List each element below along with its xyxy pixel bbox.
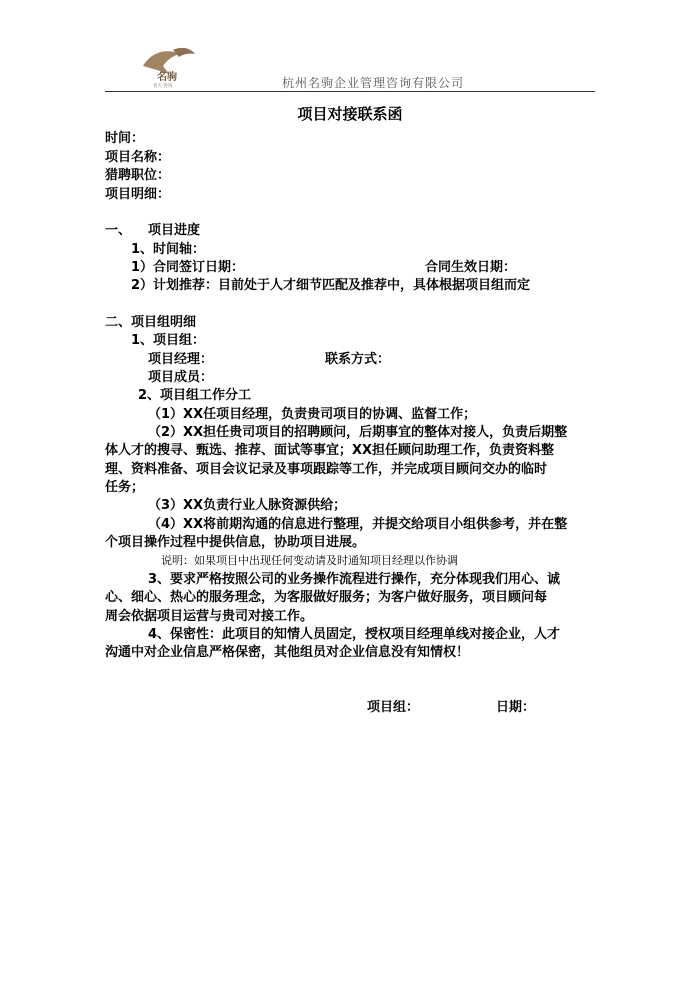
- horse-mark: [143, 51, 179, 74]
- duty-3: （3）XX负责行业人脉资源供给；: [148, 498, 347, 513]
- duty-1: （1）XX任项目经理，负责贵司项目的协调、监督工作；: [148, 407, 477, 422]
- item-3-line2: 心、细心、热心的服务理念，为客服做好服务；为客户做好服务，项目顾问每: [105, 590, 548, 605]
- section1-number: 一、: [105, 223, 132, 238]
- position-label: 猎聘职位：: [105, 168, 171, 183]
- timeline-label: 1、时间轴：: [131, 242, 206, 257]
- duty-4-line1: （4）XX将前期沟通的信息进行整理，并提交给项目小组供参考，并在整: [148, 517, 568, 532]
- note-text: 说明：如果项目中出现任何变动请及时通知项目经理以作协调: [161, 554, 458, 567]
- company-logo: [133, 44, 213, 88]
- footer-date-label: 日期：: [496, 700, 536, 715]
- section2-heading: 二、项目组明细: [105, 315, 197, 330]
- item-4-line2: 沟通中对企业信息严格保密，其他组员对企业信息没有知情权！: [105, 645, 470, 660]
- project-detail-label: 项目明细：: [105, 187, 171, 202]
- contact-label: 联系方式：: [325, 352, 391, 367]
- svg-text:名驹: 名驹: [157, 72, 177, 83]
- duty-2-line3: 理、资料准备、项目会议记录及事项跟踪等工作，并完成项目顾问交办的临时: [105, 462, 548, 477]
- plan-recommendation: 2）计划推荐：目前处于人才细节匹配及推荐中，具体根据项目组而定: [131, 278, 531, 293]
- section1-heading: 项目进度: [148, 223, 201, 238]
- duty-4-line2: 个项目操作过程中提供信息，协助项目进展。: [105, 535, 366, 550]
- time-label: 时间：: [105, 131, 145, 146]
- manager-label: 项目经理：: [148, 352, 214, 367]
- project-name-label: 项目名称：: [105, 150, 171, 165]
- duty-2-line4: 任务；: [105, 480, 145, 495]
- svg-text:育人·咨询: 育人·咨询: [153, 84, 173, 88]
- footer-team-label: 项目组：: [367, 700, 420, 715]
- company-name: 杭州名驹企业管理咨询有限公司: [282, 76, 465, 90]
- page-title: 项目对接联系函: [297, 105, 403, 123]
- item-3-line1: 3、要求严格按照公司的业务操作流程进行操作，充分体现我们用心、诚: [148, 572, 561, 587]
- contract-sign-date: 1）合同签订日期：: [131, 260, 245, 275]
- item-3-line3: 周会依据项目运营与贵司对接工作。: [105, 609, 314, 624]
- team-label: 1、项目组：: [131, 333, 206, 348]
- duty-2-line2: 体人才的搜寻、甄选、推荐、面试等事宜；XX担任顾问助理工作，负责资料整: [105, 443, 555, 458]
- division-heading: 2、项目组工作分工: [138, 388, 252, 403]
- item-4-line1: 4、保密性：此项目的知情人员固定，授权项目经理单线对接企业，人才: [148, 627, 561, 642]
- duty-2-line1: （2）XX担任贵司项目的招聘顾问，后期事宜的整体对接人，负责后期整: [148, 425, 568, 440]
- contract-effective-date: 合同生效日期：: [425, 260, 517, 275]
- horse-mark-accent: [173, 48, 195, 57]
- members-label: 项目成员：: [148, 370, 214, 385]
- header-divider: [105, 91, 595, 92]
